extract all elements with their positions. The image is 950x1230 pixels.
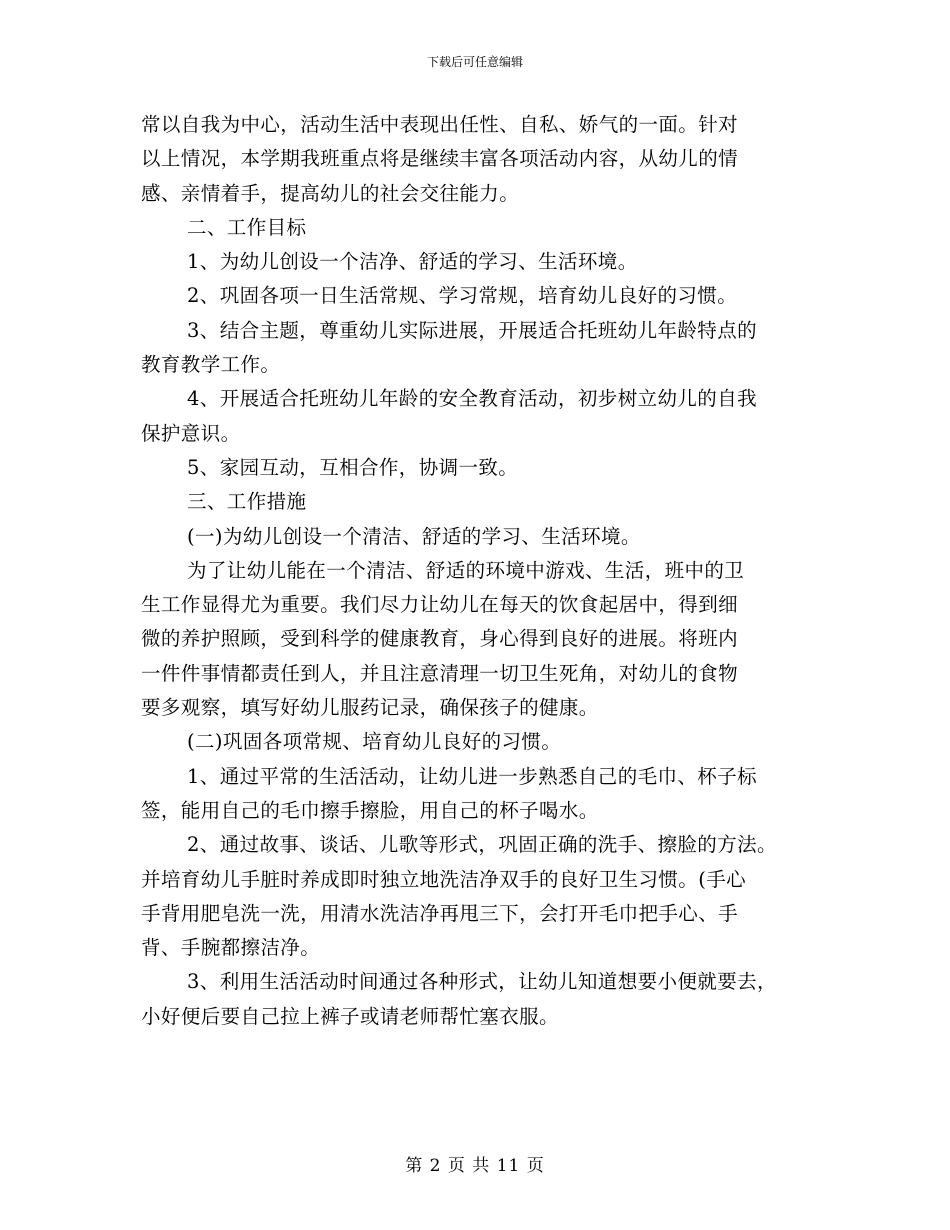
body-text [141,108,821,1034]
subsection-heading: (二)巩固各项常规、培育幼儿良好的习惯。 [187,730,562,754]
text-line: 为了让幼儿能在一个清洁、舒适的环境中游戏、生活，班中的卫 [187,558,745,582]
section-heading: 三、工作措施 [187,490,307,514]
text-line: 3、利用生活活动时间通过各种形式，让幼儿知道想要小便就要去， [187,970,777,994]
text-line: 2、通过故事、谈话、儿歌等形式，巩固正确的洗手、擦脸的方法。 [187,833,777,857]
text-line: 教育教学工作。 [141,353,281,377]
text-line: 小好便后要自己拉上裤子或请老师帮忙塞衣服。 [141,1004,559,1028]
text-line: 保护意识。 [141,421,241,445]
text-line: 要多观察，填写好幼儿服药记录，确保孩子的健康。 [141,696,599,720]
text-line: 感、亲情着手，提高幼儿的社会交往能力。 [141,181,520,205]
page-footer: 第 2 页 共 11 页 [405,1156,545,1176]
text-line: 3、结合主题，尊重幼儿实际进展，开展适合托班幼儿年龄特点的 [187,318,758,342]
section-heading: 二、工作目标 [187,215,307,239]
text-line: 5、家园互动，互相合作，协调一致。 [187,455,519,479]
text-line: 2、巩固各项一日生活常规、学习常规，培育幼儿良好的习惯。 [187,284,738,308]
text-line: 4、开展适合托班幼儿年龄的安全教育活动，初步树立幼儿的自我 [187,387,758,411]
text-line: 生工作显得尤为重要。我们尽力让幼儿在每天的饮食起居中，得到细 [141,593,739,617]
text-line: 1、为幼儿创设一个洁净、舒适的学习、生活环境。 [187,250,638,274]
text-line: 并培育幼儿手脏时养成即时独立地洗洁净双手的良好卫生习惯。(手心 [141,867,747,891]
subsection-heading: (一)为幼儿创设一个清洁、舒适的学习、生活环境。 [187,524,641,548]
text-line: 常以自我为中心，活动生活中表现出任性、自私、娇气的一面。针对 [141,113,739,136]
text-line: 签，能用自己的毛巾擦手擦脸，用自己的杯子喝水。 [141,798,599,822]
text-line: 背、手腕都擦洁净。 [141,936,321,960]
text-line: 一件件事情都责任到人，并且注意清理一切卫生死角，对幼儿的食物 [141,661,739,685]
text-line: 以上情况，本学期我班重点将是继续丰富各项活动内容，从幼儿的情 [141,147,739,171]
text-line: 微的养护照顾，受到科学的健康教育，身心得到良好的进展。将班内 [141,627,739,651]
text-line: 1、通过平常的生活活动，让幼儿进一步熟悉自己的毛巾、杯子标 [187,764,758,788]
page-header: 下载后可任意编辑 [426,55,523,69]
text-line: 手背用肥皂洗一洗，用清水洗洁净再甩三下，会打开毛巾把手心、手 [141,901,739,925]
